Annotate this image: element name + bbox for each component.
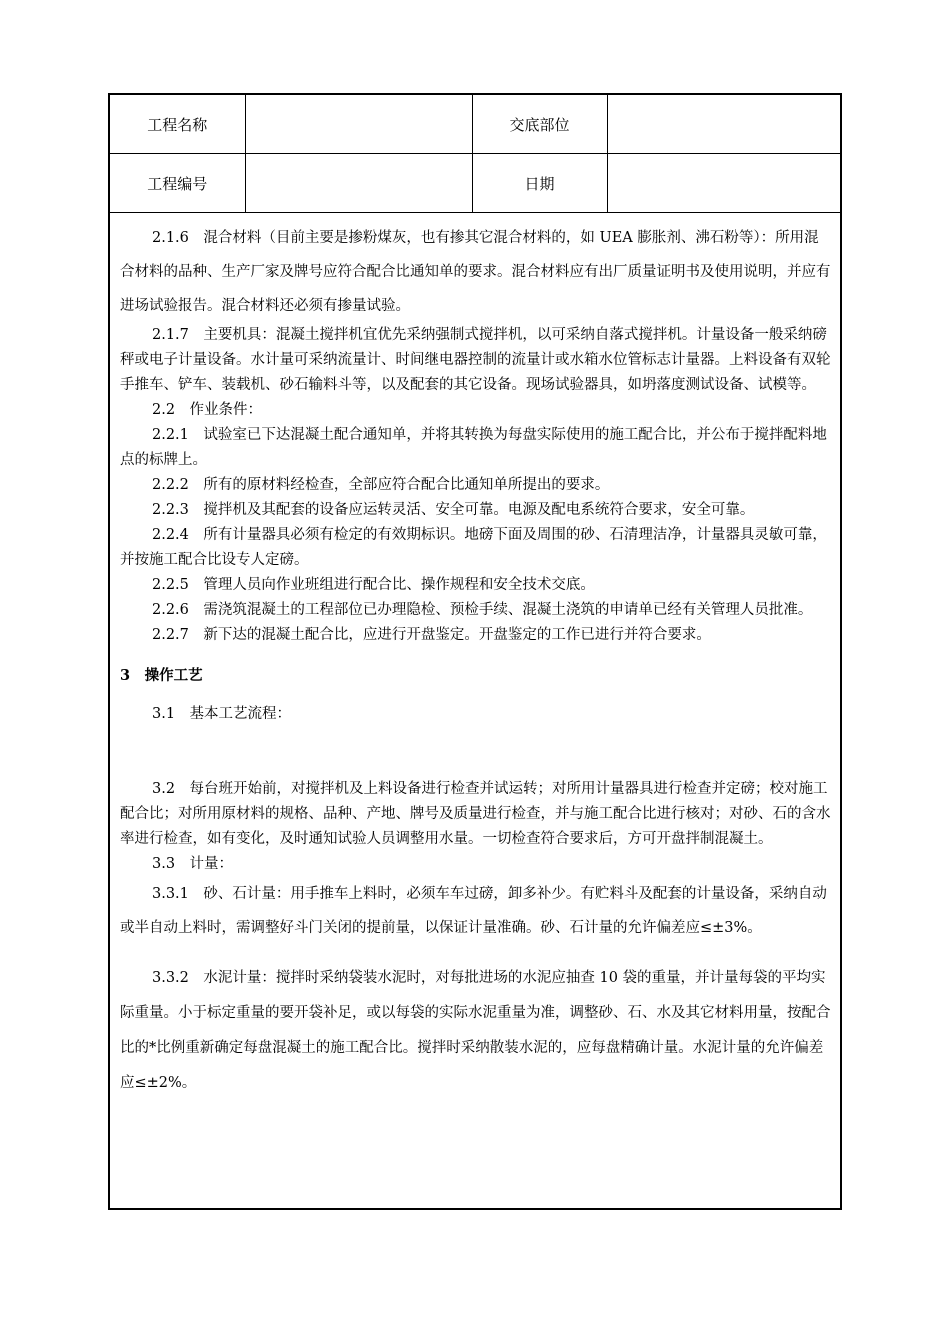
para-3-2: 3.2 每台班开始前，对搅拌机及上料设备进行检查并试运转；对所用计量器具进行检查并定磅；校对施工配合比；对所用原材料的规格、品种、产地、牌号及质量进行检查，并与施工配合比进行核对；对砂、石的含水率进行检查，如有变化，及时通知试验人员调整用水量。一切检查符合要求后，方可开盘拌制混凝土。 xyxy=(120,781,831,847)
flow-diagram-placeholder xyxy=(120,727,832,777)
para-2-1-7: 2.1.7 主要机具：混凝土搅拌机宜优先采纳强制式搅拌机，以可采纳自落式搅拌机。计量设备一般采纳磅秤或电子计量设备。水计量可采纳流量计、时间继电器控制的流量计或水箱水位管标志计量器。上料设备有双轮手推车、铲车、装载机、砂石输料斗等，以及配套的其它设备。现场试验器具，如坍落度测试设备、试模等。 xyxy=(120,327,831,393)
para-2-2-4: 2.2.4 所有计量器具必须有检定的有效期标识。地磅下面及周围的砂、石清理洁净，计量器具灵敏可靠，并按施工配合比设专人定磅。 xyxy=(120,527,827,568)
para-2-2-7: 2.2.7 新下达的混凝土配合比，应进行开盘鉴定。开盘鉴定的工作已进行并符合要求。 xyxy=(152,627,711,643)
para-3-3-1: 3.3.1 砂、石计量：用手推车上料时，必须车车过磅，卸多补少。有贮料斗及配套的计量设备，采纳自动或半自动上料时，需调整好斗门关闭的提前量，以保证计量准确。砂、石计量的允许偏差应≤±3%。 xyxy=(120,886,827,936)
project-name-value xyxy=(245,95,472,154)
section-3-heading: 3 操作工艺 xyxy=(120,666,203,684)
project-no-value xyxy=(245,154,472,213)
project-no-label: 工程编号 xyxy=(110,154,245,213)
date-label: 日期 xyxy=(472,154,607,213)
para-2-2-6: 2.2.6 需浇筑混凝土的工程部位已办理隐检、预检手续、混凝土浇筑的申请单已经有关管理人员批准。 xyxy=(152,602,813,618)
para-3-3-2: 3.3.2 水泥计量：搅拌时采纳袋装水泥时，对每批进场的水泥应抽查 10 袋的重量，并计量每袋的平均实际重量。小于标定重量的要开袋补足，或以每袋的实际水泥重量为准，调整砂、石、水及其它材料用量，按配合比的*比例重新确定每盘混凝土的施工配合比。搅拌时采纳散装水泥的，应每盘精确计量。水泥计量的允许偏差应≤±2%。 xyxy=(120,970,831,1091)
document-frame xyxy=(108,93,842,1210)
date-value xyxy=(607,154,840,213)
header-table xyxy=(110,95,840,213)
para-2-2-3: 2.2.3 搅拌机及其配套的设备应运转灵活、安全可靠。电源及配电系统符合要求，安全可靠。 xyxy=(152,502,755,518)
para-2-2: 2.2 作业条件： xyxy=(152,402,263,418)
header-row-2 xyxy=(110,154,840,213)
project-name-label: 工程名称 xyxy=(110,95,245,154)
para-2-2-2: 2.2.2 所有的原材料经检查，全部应符合配合比通知单所提出的要求。 xyxy=(152,477,610,493)
document-body xyxy=(110,215,840,1101)
para-2-2-5: 2.2.5 管理人员向作业班组进行配合比、操作规程和安全技术交底。 xyxy=(152,577,595,593)
spacer xyxy=(120,945,832,961)
para-3-3: 3.3 计量： xyxy=(152,856,234,872)
handover-part-label: 交底部位 xyxy=(472,95,607,154)
header-row-1 xyxy=(110,95,840,154)
para-2-2-1: 2.2.1 试验室已下达混凝土配合通知单，并将其转换为每盘实际使用的施工配合比，并公布于搅拌配料地点的标牌上。 xyxy=(120,427,827,468)
handover-part-value xyxy=(607,95,840,154)
para-3-1: 3.1 基本工艺流程： xyxy=(152,706,292,722)
para-2-1-6: 2.1.6 混合材料（目前主要是掺粉煤灰，也有掺其它混合材料的，如 UEA 膨胀剂、沸石粉等）：所用混合材料的品种、生产厂家及牌号应符合配合比通知单的要求。混合材料应有出厂质量证明书及使用说明，并应有进场试验报告。混合材料还必须有掺量试验。 xyxy=(120,230,831,314)
